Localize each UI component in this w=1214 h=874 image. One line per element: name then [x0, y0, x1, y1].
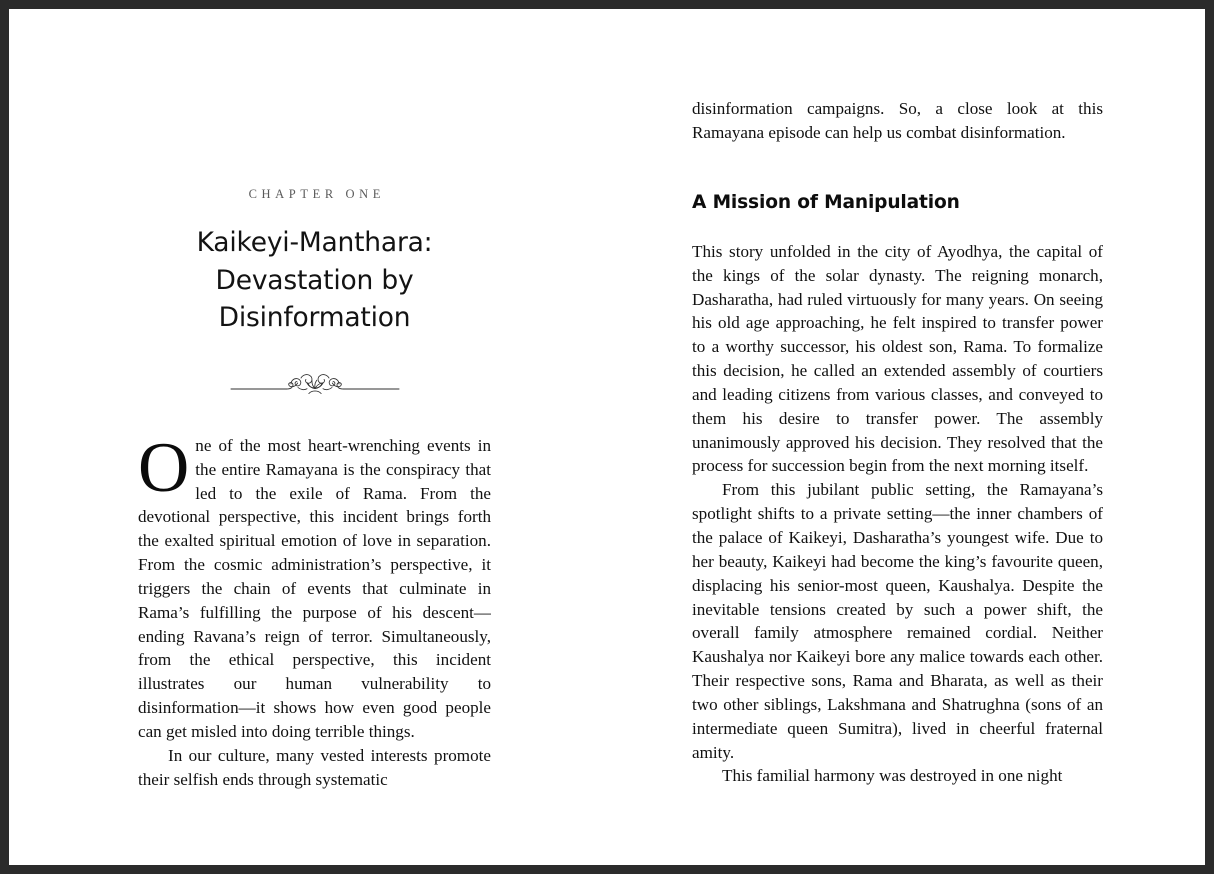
chapter-title [138, 224, 491, 337]
paragraph: One of the most heart-wrenching events in the entire Ramayana is the conspiracy that led to the exile of Rama. From the devotional perspective, this incident brings forth the exalted spiritual emotion of love in separation. From the cosmic administration’s perspective, it triggers the chain of events that culminate in Rama’s fulfilling the purpose of his descent—ending Ravana’s reign of terror. Simultaneously, from the ethical perspective, this incident illustrates our human vulnerability to disinformation—it shows how even good people can get misled into doing terrible things. [138, 433, 491, 741]
section-heading: A Mission of Manipulation [692, 191, 960, 213]
right-column-continuation [692, 97, 1103, 145]
chapter-title-line-2: Devastation by Disinformation [215, 264, 414, 334]
paragraph: From this jubilant public setting, the Ramayana’s spotlight shifts to a private setting—the inner chambers of the palace of Kaikeyi, Dasharatha’s youngest wife. Due to her beauty, Kaikeyi had become the king’s favourite queen, displacing his senior-most queen, Kaushalya. Despite the inevitable tensions created by such a power shift, the overall family atmosphere remained cordial. Neither Kaushalya nor Kaikeyi bore any malice towards each other. Their respective sons, Rama and Bharata, as well as their two other siblings, Lakshmana and Shatrughna (sons of an intermediate queen Sumitra), lived in cheerful fraternal amity. [692, 480, 1103, 762]
floral-scroll-divider-icon [229, 366, 401, 400]
paragraph: This story unfolded in the city of Ayodhya, the capital of the kings of the solar dynasty. The reigning monarch, Dasharatha, had ruled virtuously for many years. On seeing his old age approaching, he felt inspired to transfer power to a worthy successor, his oldest son, Rama. To formalize this decision, he called an extended assembly of courtiers and leading citizens from various classes, and conveyed to them his desire to transfer power. The assembly unanimously approved his decision. They resolved that the process for succession begin from the next morning itself. [692, 241, 1103, 476]
paragraph: In our culture, many vested interests promote their selfish ends through systematic [138, 745, 491, 789]
paragraph: This familial harmony was destroyed in one night [722, 766, 1063, 786]
two-page-spread [9, 9, 1205, 865]
chapter-title-line-1: Kaikeyi-Manthara: [196, 227, 433, 258]
paragraph: disinformation campaigns. So, a close look at this Ramayana episode can help us combat disinformation. [692, 99, 1103, 142]
right-column-body [692, 240, 1103, 788]
left-column-body [138, 434, 491, 792]
right-page [607, 9, 1205, 865]
left-page [9, 9, 607, 865]
chapter-number-label: CHAPTER ONE [248, 187, 385, 201]
